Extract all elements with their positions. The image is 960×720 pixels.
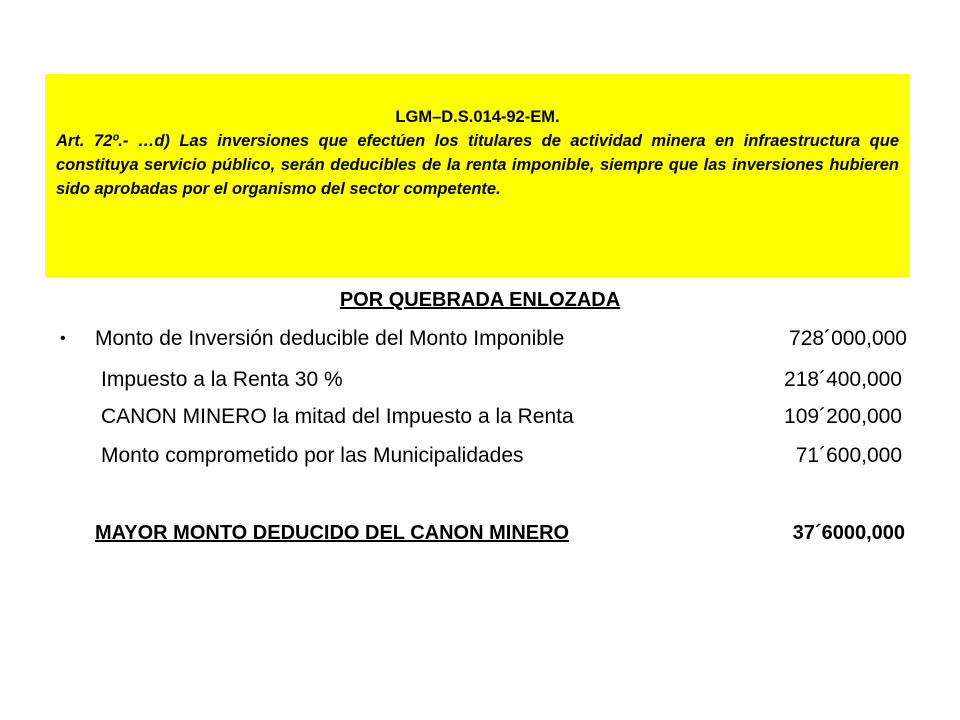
row-value: 109´200,000 <box>784 405 902 428</box>
row-value: 71´600,000 <box>795 444 902 467</box>
legal-article-box <box>45 74 909 277</box>
law-title: LGM–D.S.014-92-EM. <box>395 108 560 126</box>
law-article-text: Art. 72º.- …d) Las inversiones que efectúen los titulares de actividad minera en infraestructura que constituya servicio público, serán deducibles de la renta imponible, siempre que las inversiones hubieren sido aprobadas por el organismo del sector competente. <box>56 132 899 198</box>
section-title: POR QUEBRADA ENLOZADA <box>339 289 621 311</box>
income-tax-row <box>0 365 960 395</box>
row-value: 218´400,000 <box>784 368 902 391</box>
row-label: CANON MINERO la mitad del Impuesto a la Renta <box>101 405 574 428</box>
row-label: Monto comprometido por las Municipalidades <box>101 444 524 467</box>
row-value: 728´000,000 <box>789 327 907 350</box>
investment-row <box>0 324 960 354</box>
total-deducted-row <box>0 518 960 548</box>
bullet-icon: • <box>60 330 66 347</box>
municipal-commitment-row <box>0 441 960 471</box>
row-label: Impuesto a la Renta 30 % <box>101 368 343 391</box>
total-value: 37´6000,000 <box>792 522 905 544</box>
row-label: Monto de Inversión deducible del Monto Imponible <box>95 327 565 350</box>
canon-minero-row <box>0 402 960 432</box>
total-label: MAYOR MONTO DEDUCIDO DEL CANON MINERO <box>95 522 570 544</box>
